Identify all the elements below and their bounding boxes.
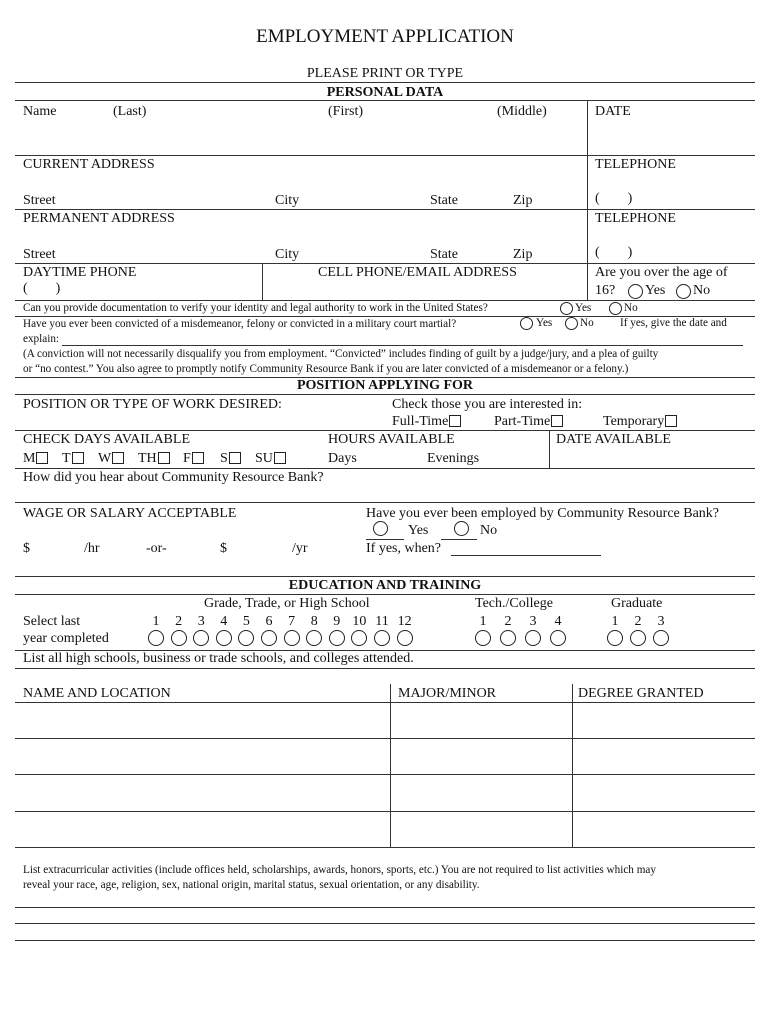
day-label: T (62, 451, 71, 466)
extracurricular-instruction-line-2: reveal your race, age, religion, sex, national origin, marital status, sexual orientation, or any disability. (23, 879, 480, 891)
divider (15, 82, 755, 83)
schools-table-row[interactable] (15, 702, 755, 703)
divider (15, 576, 755, 577)
extracurricular-instruction-line-1: List extracurricular activities (include offices held, scholarships, awards, honors, sports, etc.) You are not required to list activities which may (23, 864, 656, 876)
day-checkbox-s[interactable] (229, 452, 241, 464)
telephone-label: TELEPHONE (595, 157, 676, 172)
first-name-label: (First) (328, 104, 363, 119)
graduate-number: 2 (634, 614, 642, 629)
zip-label: Zip (513, 193, 533, 208)
grade-year-radio[interactable] (171, 630, 187, 646)
col-major-minor: MAJOR/MINOR (398, 686, 497, 701)
grade-number: 12 (397, 614, 412, 629)
over-age-question: Are you over the age of (595, 265, 728, 280)
employed-yes-underline (366, 539, 404, 540)
grade-number: 2 (175, 614, 183, 629)
temporary-checkbox[interactable] (665, 415, 677, 427)
over-16-no-radio[interactable] (676, 284, 691, 299)
print-note: PLEASE PRINT OR TYPE (306, 66, 464, 81)
over-age-16-label: 16? (595, 283, 616, 298)
conviction-disclaimer-line-1: (A conviction will not necessarily disqualify you from employment. “Convicted” includes finding of guilt by a judge/jury, and a plea of guilty (23, 348, 659, 360)
divider (15, 100, 755, 101)
conviction-disclaimer-line-2: or “no contest.” You also agree to promptly notify Community Resource Bank if you are later convicted of a misdemeanor or a felony.) (23, 363, 629, 375)
grade-number: 6 (265, 614, 273, 629)
grade-number: 3 (197, 614, 205, 629)
part-time-label: Part-Time (494, 414, 551, 429)
per-hour-label: /hr (84, 541, 100, 556)
if-yes-when-label: If yes, when? (366, 541, 442, 556)
street-label: Street (23, 247, 56, 262)
telephone-label: TELEPHONE (595, 211, 676, 226)
no-label: No (624, 302, 638, 314)
hours-available-label: HOURS AVAILABLE (328, 432, 455, 447)
conviction-yes-radio[interactable] (520, 317, 533, 330)
grade-year-radio[interactable] (261, 630, 277, 646)
grade-number: 1 (152, 614, 160, 629)
day-option-t[interactable] (62, 452, 84, 466)
temporary-option[interactable] (603, 415, 677, 429)
check-days-label: CHECK DAYS AVAILABLE (23, 432, 190, 447)
day-checkbox-su[interactable] (274, 452, 286, 464)
col-name-location: NAME AND LOCATION (23, 686, 171, 701)
grade-year-radio[interactable] (216, 630, 232, 646)
no-label: No (580, 317, 594, 329)
page-title: EMPLOYMENT APPLICATION (256, 26, 514, 47)
employed-no-underline (441, 539, 477, 540)
day-label: M (23, 451, 36, 466)
per-year-label: /yr (292, 541, 308, 556)
grade-number: 7 (288, 614, 296, 629)
grade-number: 5 (242, 614, 250, 629)
phone-area-code: ( ) (23, 281, 61, 296)
permanent-address-field-line[interactable] (15, 263, 755, 264)
documentation-question: Can you provide documentation to verify your identity and legal authority to work in the United States? (23, 302, 488, 314)
day-label: W (98, 451, 112, 466)
divider (15, 594, 755, 595)
grade-year-radio[interactable] (306, 630, 322, 646)
day-option-w[interactable] (98, 452, 124, 466)
day-label: SU (255, 451, 273, 466)
cell-email-label: CELL PHONE/EMAIL ADDRESS (318, 265, 517, 280)
name-label: Name (23, 104, 57, 119)
grade-number: 4 (220, 614, 228, 629)
temporary-label: Temporary (603, 414, 665, 429)
col-degree-granted: DEGREE GRANTED (578, 686, 704, 701)
position-heading: POSITION APPLYING FOR (296, 378, 474, 393)
yes-label: Yes (645, 283, 666, 298)
over-16-yes-radio[interactable] (628, 284, 643, 299)
tech-year-radio[interactable] (475, 630, 491, 646)
check-interest-label: Check those you are interested in: (392, 397, 583, 412)
tech-year-radio[interactable] (550, 630, 566, 646)
part-time-option[interactable] (494, 415, 563, 429)
extracurricular-field-line[interactable] (15, 923, 755, 924)
tech-year-radio[interactable] (525, 630, 541, 646)
education-heading: EDUCATION AND TRAINING (288, 578, 482, 593)
tech-number: 3 (529, 614, 537, 629)
grade-number: 9 (333, 614, 341, 629)
grade-year-radio[interactable] (284, 630, 300, 646)
schools-table-row[interactable] (15, 811, 755, 812)
day-label: F (183, 451, 191, 466)
employed-before-no-radio[interactable] (454, 521, 469, 536)
full-time-checkbox[interactable] (449, 415, 461, 427)
hours-days-label: Days (328, 451, 357, 466)
city-label: City (275, 193, 300, 208)
yes-label: Yes (408, 523, 429, 538)
day-checkbox-t[interactable] (72, 452, 84, 464)
conviction-question: Have you ever been convicted of a misdemeanor, felony or convicted in a military court martial? (23, 318, 457, 330)
date-available-divider (549, 430, 550, 468)
full-time-label: Full-Time (392, 414, 449, 429)
day-checkbox-m[interactable] (36, 452, 48, 464)
grade-year-radio[interactable] (351, 630, 367, 646)
hours-evenings-label: Evenings (427, 451, 480, 466)
graduate-number: 1 (611, 614, 619, 629)
daytime-phone-label: DAYTIME PHONE (23, 265, 137, 280)
date-label: DATE (595, 104, 631, 119)
graduate-year-radio[interactable] (607, 630, 623, 646)
schools-table-row[interactable] (15, 738, 755, 739)
dollar-sign: $ (23, 541, 30, 556)
employed-before-yes-radio[interactable] (373, 521, 388, 536)
schools-table-row[interactable] (15, 774, 755, 775)
schools-table-divider (390, 684, 391, 848)
grade-number: 8 (310, 614, 318, 629)
employed-when-field-line[interactable] (451, 555, 601, 556)
grade-number: 10 (352, 614, 367, 629)
tech-number: 4 (554, 614, 562, 629)
phone-column-divider (262, 263, 263, 300)
tech-year-radio[interactable] (500, 630, 516, 646)
or-label: -or- (146, 541, 167, 556)
phone-area-code: ( ) (595, 245, 633, 260)
zip-label: Zip (513, 247, 533, 262)
tech-number: 2 (504, 614, 512, 629)
grade-year-radio[interactable] (148, 630, 164, 646)
explain-label: explain: (23, 333, 60, 345)
schools-table-divider (572, 684, 573, 848)
phone-area-code: ( ) (595, 191, 633, 206)
state-label: State (430, 193, 458, 208)
divider (15, 394, 755, 395)
grade-school-label: Grade, Trade, or High School (204, 596, 370, 611)
grade-number: 11 (375, 614, 389, 629)
conviction-date-prompt: If yes, give the date and (620, 317, 727, 329)
graduate-label: Graduate (611, 596, 663, 611)
divider (15, 468, 755, 469)
graduate-year-radio[interactable] (630, 630, 646, 646)
permanent-address-label: PERMANENT ADDRESS (23, 211, 175, 226)
yes-label: Yes (536, 317, 553, 329)
employed-before-question: Have you ever been employed by Community Resource Bank? (366, 506, 720, 521)
current-address-label: CURRENT ADDRESS (23, 157, 155, 172)
state-label: State (430, 247, 458, 262)
wage-label: WAGE OR SALARY ACCEPTABLE (23, 506, 237, 521)
tech-number: 1 (479, 614, 487, 629)
select-last-label: Select last (23, 614, 81, 629)
hear-about-question: How did you hear about Community Resource Bank? (23, 470, 324, 485)
city-label: City (275, 247, 300, 262)
day-option-th[interactable] (138, 452, 170, 466)
extracurricular-field-line[interactable] (15, 940, 755, 941)
divider (15, 430, 755, 431)
grade-year-radio[interactable] (193, 630, 209, 646)
tech-college-label: Tech./College (475, 596, 553, 611)
last-name-label: (Last) (113, 104, 147, 119)
list-schools-instruction: List all high schools, business or trade schools, and colleges attended. (23, 651, 414, 666)
grade-year-radio[interactable] (238, 630, 254, 646)
schools-table-row[interactable] (15, 847, 755, 848)
day-label: S (220, 451, 228, 466)
date-column-divider (587, 100, 588, 300)
year-completed-label: year completed (23, 631, 109, 646)
conviction-no-radio[interactable] (565, 317, 578, 330)
day-checkbox-w[interactable] (112, 452, 124, 464)
day-option-su[interactable] (255, 452, 286, 466)
day-option-m[interactable] (23, 452, 48, 466)
date-available-label: DATE AVAILABLE (556, 432, 671, 447)
graduate-number: 3 (657, 614, 665, 629)
extracurricular-field-line[interactable] (15, 907, 755, 908)
no-label: No (693, 283, 711, 298)
grade-year-radio[interactable] (329, 630, 345, 646)
graduate-year-radio[interactable] (653, 630, 669, 646)
documentation-no-radio[interactable] (609, 302, 622, 315)
middle-name-label: (Middle) (497, 104, 547, 119)
divider (15, 668, 755, 669)
day-option-f[interactable] (183, 452, 204, 466)
hear-about-field-line[interactable] (15, 502, 755, 503)
part-time-checkbox[interactable] (551, 415, 563, 427)
day-label: TH (138, 451, 157, 466)
yes-label: Yes (575, 302, 592, 314)
grade-year-radio[interactable] (397, 630, 413, 646)
street-label: Street (23, 193, 56, 208)
full-time-option[interactable] (392, 415, 461, 429)
day-checkbox-th[interactable] (158, 452, 170, 464)
name-field-line[interactable] (15, 155, 755, 156)
day-checkbox-f[interactable] (192, 452, 204, 464)
personal-data-heading: PERSONAL DATA (326, 85, 444, 100)
position-desired-label: POSITION OR TYPE OF WORK DESIRED: (23, 397, 282, 412)
grade-year-radio[interactable] (374, 630, 390, 646)
divider (15, 300, 755, 301)
documentation-yes-radio[interactable] (560, 302, 573, 315)
day-option-s[interactable] (220, 452, 241, 466)
no-label: No (480, 523, 498, 538)
current-address-field-line[interactable] (15, 209, 755, 210)
dollar-sign: $ (220, 541, 227, 556)
explain-field-line[interactable] (62, 345, 743, 346)
